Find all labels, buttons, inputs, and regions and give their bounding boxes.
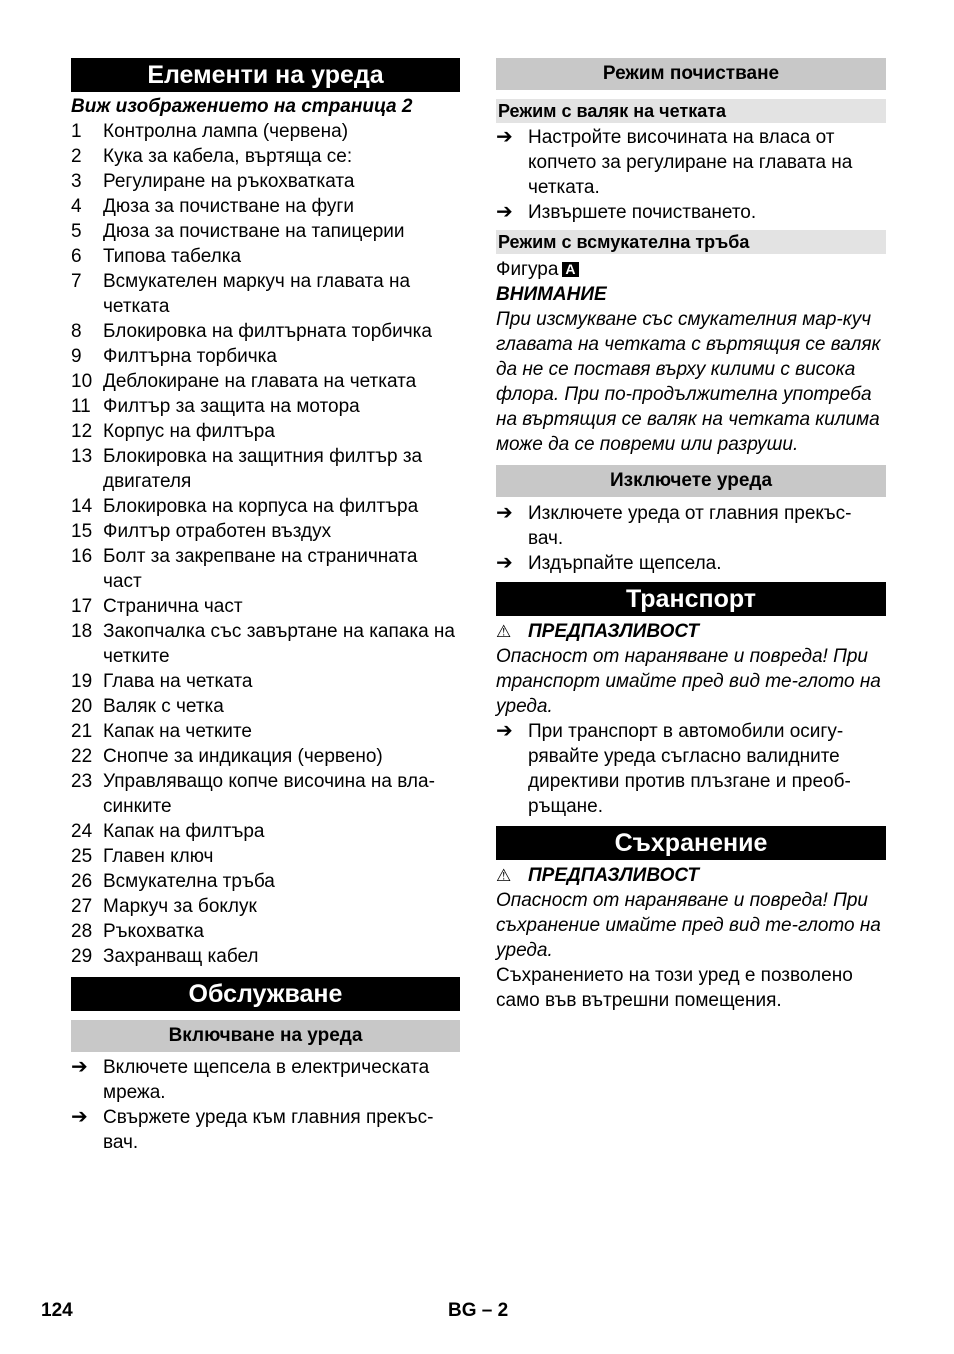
transport-heading: Транспорт	[496, 582, 886, 616]
item-text: Деблокиране на главата на четката	[103, 371, 417, 392]
elements-subtitle: Виж изображението на страница 2	[71, 96, 413, 117]
switch-off-heading: Изключете уреда	[496, 465, 886, 497]
item-text: Болт за закрепване на страничната част	[103, 546, 418, 592]
list-item	[71, 494, 460, 519]
switch-off-steps	[496, 501, 886, 576]
item-text: Маркуч за боклук	[103, 896, 257, 917]
step-text: Свържете уреда към главния прекъс-вач.	[103, 1107, 434, 1153]
step-text: При транспорт в автомобили осигу-рявайте уреда съгласно валидните директиви против плъзгане и преоб-ръщане.	[528, 721, 851, 817]
list-item	[71, 344, 460, 369]
attention-text: При изсмукване със смукателния мар-куч главата на четката с въртящия се валяк да не се поставя върху килими с висока флора. При по-продължителна употреба на въртящия се валяк на четката килима може да се повреми или разруши.	[496, 309, 881, 455]
list-item	[71, 319, 460, 344]
figure-label: Фигура	[496, 259, 559, 280]
item-number: 2	[71, 146, 82, 167]
list-item	[71, 119, 460, 144]
item-number: 27	[71, 896, 93, 917]
step-item	[496, 501, 886, 551]
item-text: Контролна лампа (червена)	[103, 121, 349, 142]
item-text: Регулиране на ръкохватката	[103, 171, 355, 192]
step-text: Издърпайте щепсела.	[528, 553, 722, 574]
transport-caution-text: Опасност от нараняване и повреда! При транспорт имайте пред вид те-глото на уреда.	[496, 646, 881, 717]
item-number: 29	[71, 946, 93, 967]
transport-steps	[496, 719, 886, 819]
item-number: 7	[71, 271, 82, 292]
list-item	[71, 919, 460, 944]
item-text: Захранващ кабел	[103, 946, 259, 967]
list-item	[71, 669, 460, 694]
step-text: Извършете почистването.	[528, 202, 757, 223]
item-number: 21	[71, 721, 93, 742]
storage-caution-text: Опасност от нараняване и повреда! При съхранение имайте пред вид те-глото на уреда.	[496, 890, 881, 961]
list-item	[71, 769, 460, 819]
transport-caution-title: ПРЕДПАЗЛИВОСТ	[528, 621, 699, 642]
item-number: 17	[71, 596, 93, 617]
list-item	[71, 169, 460, 194]
list-item	[71, 744, 460, 769]
list-item	[71, 394, 460, 419]
list-item	[71, 144, 460, 169]
page-number: 124	[41, 1300, 73, 1321]
item-text: Филтърна торбичка	[103, 346, 277, 367]
item-number: 14	[71, 496, 93, 517]
figure-reference	[496, 257, 886, 282]
item-number: 24	[71, 821, 93, 842]
item-number: 22	[71, 746, 93, 767]
item-number: 20	[71, 696, 93, 717]
item-text: Закопчалка със завъртане на капака на четките	[103, 621, 455, 667]
step-item	[496, 125, 886, 200]
roller-steps	[496, 125, 886, 225]
item-text: Филтър за защита на мотора	[103, 396, 360, 417]
list-item	[71, 869, 460, 894]
right-arrow-icon: ➔	[71, 1106, 88, 1128]
figure-letter-badge: A	[562, 262, 578, 277]
item-number: 19	[71, 671, 93, 692]
item-number: 16	[71, 546, 93, 567]
item-text: Блокировка на защитния филтър за двигателя	[103, 446, 423, 492]
switch-on-heading: Включване на уреда	[71, 1020, 460, 1052]
item-text: Кука за кабела, въртяща се:	[103, 146, 353, 167]
list-item	[71, 944, 460, 969]
storage-text: Съхранението на този уред е позволено само във вътрешни помещения.	[496, 965, 853, 1011]
item-number: 4	[71, 196, 82, 217]
item-number: 5	[71, 221, 82, 242]
item-number: 11	[71, 396, 91, 417]
item-number: 25	[71, 846, 93, 867]
step-item	[71, 1055, 460, 1105]
operation-heading: Обслужване	[71, 977, 460, 1011]
item-text: Блокировка на корпуса на филтъра	[103, 496, 419, 517]
attention-title: ВНИМАНИЕ	[496, 284, 607, 305]
list-item	[71, 819, 460, 844]
item-number: 3	[71, 171, 82, 192]
list-item	[71, 419, 460, 444]
item-text: Всмукателен маркуч на главата на четката	[103, 271, 411, 317]
transport-caution-header	[496, 619, 886, 644]
item-number: 10	[71, 371, 93, 392]
item-number: 9	[71, 346, 82, 367]
item-number: 28	[71, 921, 93, 942]
right-arrow-icon: ➔	[496, 720, 513, 742]
warning-triangle-icon: ⚠	[496, 866, 512, 885]
item-number: 26	[71, 871, 93, 892]
list-item	[71, 244, 460, 269]
right-arrow-icon: ➔	[496, 126, 513, 148]
step-item	[496, 551, 886, 576]
list-item	[71, 444, 460, 494]
step-item	[71, 1105, 460, 1155]
warning-triangle-icon: ⚠	[496, 622, 512, 641]
item-text: Дюза за почистване на тапицерии	[103, 221, 405, 242]
tube-heading: Режим с всмукателна тръба	[496, 230, 886, 254]
list-item	[71, 594, 460, 619]
roller-heading: Режим с валяк на четката	[496, 99, 886, 123]
language-page-label: BG – 2	[448, 1300, 509, 1321]
item-text: Капак на четките	[103, 721, 252, 742]
right-arrow-icon: ➔	[496, 502, 513, 524]
item-number: 6	[71, 246, 82, 267]
list-item	[71, 544, 460, 594]
step-item	[496, 719, 886, 819]
step-text: Изключете уреда от главния прекъс-вач.	[528, 503, 852, 549]
storage-caution-header	[496, 863, 886, 888]
item-text: Всмукателна тръба	[103, 871, 275, 892]
item-number: 12	[71, 421, 93, 442]
elements-heading: Елементи на уреда	[71, 58, 460, 92]
elements-list	[71, 119, 460, 969]
item-text: Снопче за индикация (червено)	[103, 746, 383, 767]
switch-on-steps	[71, 1055, 460, 1155]
item-number: 15	[71, 521, 93, 542]
item-text: Главен ключ	[103, 846, 214, 867]
list-item	[71, 369, 460, 394]
step-text: Включете щепсела в електрическата мрежа.	[103, 1057, 430, 1103]
storage-caution-title: ПРЕДПАЗЛИВОСТ	[528, 865, 699, 886]
item-text: Капак на филтъра	[103, 821, 265, 842]
item-text: Блокировка на филтърната торбичка	[103, 321, 432, 342]
right-column	[496, 58, 886, 1013]
step-item	[496, 200, 886, 225]
right-arrow-icon: ➔	[496, 552, 513, 574]
item-text: Управляващо копче височина на вла-синките	[103, 771, 435, 817]
item-text: Ръкохватка	[103, 921, 204, 942]
item-number: 18	[71, 621, 93, 642]
list-item	[71, 844, 460, 869]
list-item	[71, 894, 460, 919]
item-text: Глава на четката	[103, 671, 253, 692]
step-text: Настройте височината на власа от копчето за регулиране на главата на четката.	[528, 127, 853, 198]
list-item	[71, 269, 460, 319]
list-item	[71, 194, 460, 219]
right-arrow-icon: ➔	[496, 201, 513, 223]
item-text: Дюза за почистване на фуги	[103, 196, 354, 217]
item-text: Корпус на филтъра	[103, 421, 275, 442]
left-column	[71, 58, 460, 1155]
item-text: Валяк с четка	[103, 696, 224, 717]
item-number: 23	[71, 771, 93, 792]
list-item	[71, 519, 460, 544]
item-text: Филтър отработен въздух	[103, 521, 332, 542]
cleaning-heading: Режим почистване	[496, 58, 886, 90]
item-number: 1	[71, 121, 82, 142]
right-arrow-icon: ➔	[71, 1056, 88, 1078]
item-text: Типова табелка	[103, 246, 242, 267]
list-item	[71, 219, 460, 244]
item-number: 8	[71, 321, 82, 342]
item-number: 13	[71, 446, 93, 467]
list-item	[71, 619, 460, 669]
storage-heading: Съхранение	[496, 826, 886, 860]
list-item	[71, 694, 460, 719]
list-item	[71, 719, 460, 744]
item-text: Странична част	[103, 596, 243, 617]
